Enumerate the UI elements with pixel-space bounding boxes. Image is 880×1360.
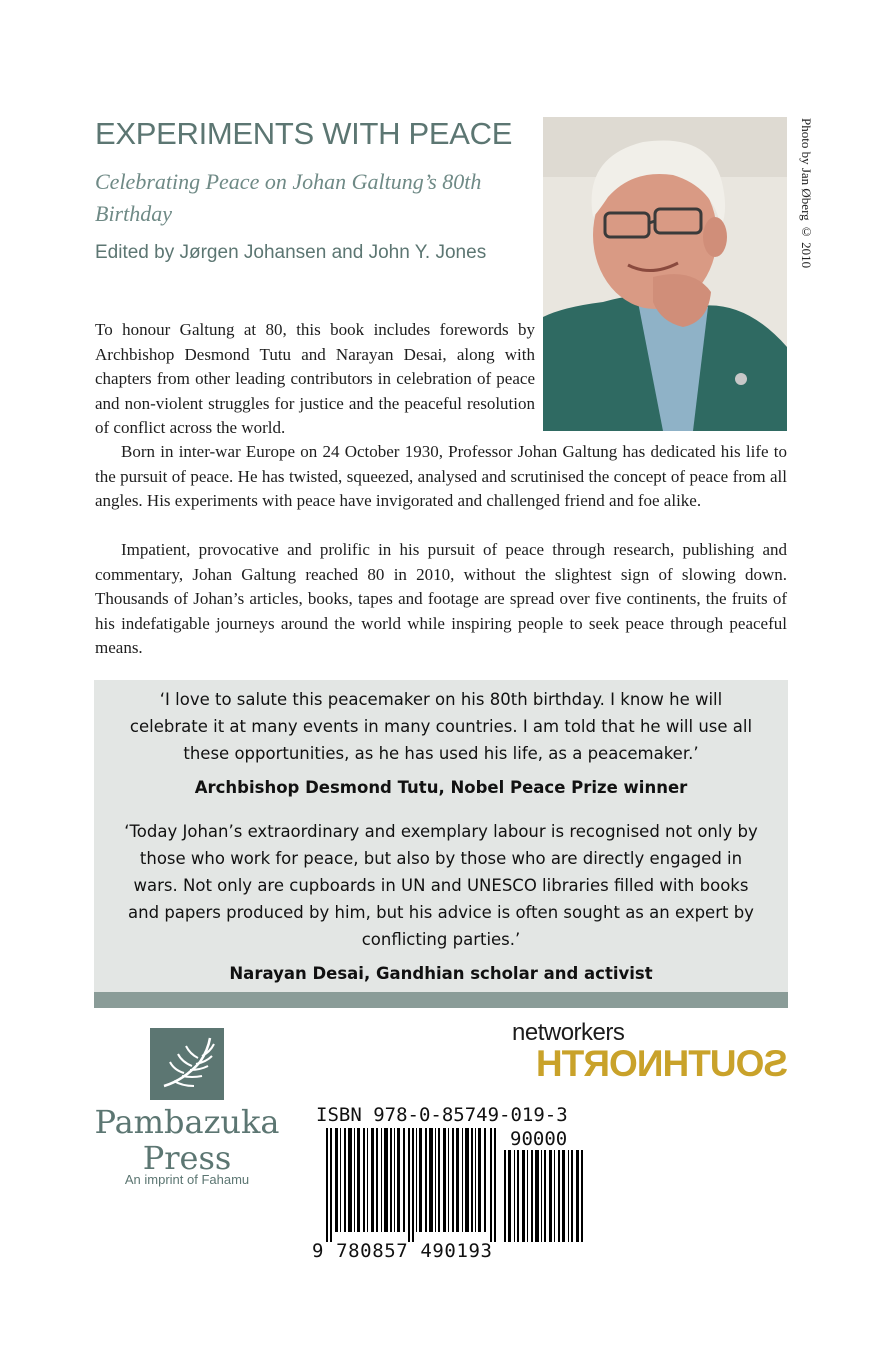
portrait-illustration — [543, 117, 787, 431]
isbn-barcode — [312, 1104, 588, 1264]
publisher-imprint: An imprint of Fahamu — [124, 1172, 250, 1187]
ean-number: 9 780857 490193 — [312, 1240, 493, 1262]
price-code: 90000 — [510, 1128, 568, 1150]
divider-bar — [94, 992, 788, 1008]
publisher-name: Pambazuka Press — [94, 1103, 280, 1177]
quote-desai: ‘Today Johan’s extraordinary and exemplary labour is recognised not only by those who work for peace, but also by those who are directly engaged in wars. Not only are cupboards in UN and UNESCO libraries filled with books and papers produced by him, but his advice is often sought as an expert by conflicting parties.’ — [124, 822, 758, 949]
quote-tutu-author: Archbishop Desmond Tutu, Nobel Peace Prize winner — [194, 778, 688, 797]
pambazuka-leaf-logo-icon — [150, 1028, 224, 1100]
body-paragraph-1: To honour Galtung at 80, this book includes forewords by Archbishop Desmond Tutu and Narayan Desai, along with chapters from other leading contributors in celebration of peace and non-violent struggles for justice and the peaceful resolution of conflict across the world. — [95, 320, 535, 437]
body-paragraph-3: Impatient, provocative and prolific in his pursuit of peace through research, publishing and commentary, Johan Galtung reached 80 in 2010, without the slightest sign of slowing down. Thousands of Johan’s articles, books, tapes and footage are spread over five continents, the fruits of his indefatigable journeys around the world while inspiring people to seek peace through peaceful means. — [95, 540, 787, 657]
partner-logo-southnorth: SOUTHNORTH — [536, 1043, 788, 1084]
photo-credit: Photo by Jan Øberg © 2010 — [799, 118, 814, 269]
endorsements-panel — [94, 680, 788, 992]
author-photo — [543, 117, 787, 431]
partner-logo-networkers: networkers — [512, 1019, 625, 1046]
body-paragraph-2: Born in inter-war Europe on 24 October 1930, Professor Johan Galtung has dedicated his life to the pursuit of peace. He has twisted, squeezed, analysed and scrutinised the concept of peace from all angles. His experiments with peace have invigorated and challenged friend and foe alike. — [95, 442, 787, 510]
addon-barcode-bars-icon — [504, 1150, 584, 1242]
barcode-bars-icon — [326, 1128, 498, 1242]
isbn-text: ISBN 978-0-85749-019-3 — [316, 1104, 568, 1126]
quote-desai-author: Narayan Desai, Gandhian scholar and activist — [229, 964, 653, 983]
quote-tutu: ‘I love to salute this peacemaker on his 80th birthday. I know he will celebrate it at many events in many countries. I am told that he will use all these opportunities, as he has used his life, as a peacemaker.’ — [129, 690, 753, 763]
book-title: EXPERIMENTS WITH PEACE — [95, 116, 513, 151]
editors-line: Edited by Jørgen Johansen and John Y. Jones — [95, 242, 487, 263]
book-subtitle: Celebrating Peace on Johan Galtung’s 80th Birthday — [95, 169, 482, 226]
